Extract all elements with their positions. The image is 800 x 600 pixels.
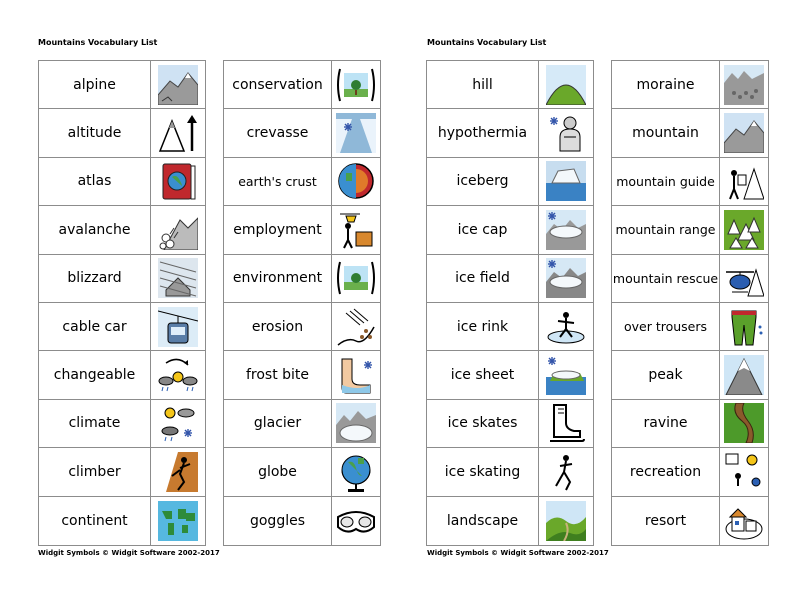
vocab-row [39, 351, 205, 399]
vocab-word: over trousers [612, 303, 720, 350]
vocab-word: continent [39, 497, 151, 545]
vocab-row [612, 497, 768, 545]
vocab-word: employment [224, 206, 332, 253]
atlas-book-icon [151, 158, 205, 205]
vocab-word: crevasse [224, 109, 332, 156]
vocab-word: landscape [427, 497, 539, 545]
vocab-row [427, 400, 593, 448]
globe-icon [332, 448, 380, 495]
left-page-title: Mountains Vocabulary List [38, 38, 158, 47]
vocab-word: atlas [39, 158, 151, 205]
right-footer: Widgit Symbols © Widgit Software 2002-2017 [427, 549, 609, 557]
vocab-row [427, 448, 593, 496]
vocab-word: ice rink [427, 303, 539, 350]
vocab-word: iceberg [427, 158, 539, 205]
vocab-row [224, 255, 380, 303]
vocab-word: ice cap [427, 206, 539, 253]
vocab-row [224, 497, 380, 545]
hypothermia-icon [539, 109, 593, 156]
erosion-icon [332, 303, 380, 350]
iceberg-icon [539, 158, 593, 205]
vocab-row [612, 158, 768, 206]
mountain-rescue-icon [720, 255, 768, 302]
vocab-word: ice field [427, 255, 539, 302]
vocab-row [612, 61, 768, 109]
vocab-word: recreation [612, 448, 720, 495]
ice-field-icon [539, 255, 593, 302]
vocab-row [224, 400, 380, 448]
mountain-range-icon [720, 206, 768, 253]
vocab-row [612, 206, 768, 254]
avalanche-icon [151, 206, 205, 253]
ice-sheet-icon [539, 351, 593, 398]
vocab-word: alpine [39, 61, 151, 108]
climate-icon [151, 400, 205, 447]
vocab-word: blizzard [39, 255, 151, 302]
ravine-icon [720, 400, 768, 447]
vocab-word: mountain guide [612, 158, 720, 205]
over-trousers-icon [720, 303, 768, 350]
vocab-row [427, 255, 593, 303]
vocab-word: erosion [224, 303, 332, 350]
earth-crust-icon [332, 158, 380, 205]
vocab-row [612, 400, 768, 448]
vocab-row [224, 109, 380, 157]
vocab-row [427, 303, 593, 351]
vocab-word: globe [224, 448, 332, 495]
vocab-row [224, 158, 380, 206]
vocab-row [427, 61, 593, 109]
vocab-word: moraine [612, 61, 720, 108]
vocab-word: mountain range [612, 206, 720, 253]
vocab-word: resort [612, 497, 720, 545]
crevasse-icon [332, 109, 380, 156]
vocab-word: changeable [39, 351, 151, 398]
vocab-word: cable car [39, 303, 151, 350]
cable-car-icon [151, 303, 205, 350]
vocab-row [224, 351, 380, 399]
altitude-arrow-icon [151, 109, 205, 156]
vocab-word: earth's crust [224, 158, 332, 205]
ice-skates-icon [539, 400, 593, 447]
right-page-title: Mountains Vocabulary List [427, 38, 547, 47]
vocab-row [39, 158, 205, 206]
vocab-row [612, 448, 768, 496]
vocab-row [427, 497, 593, 545]
ice-rink-icon [539, 303, 593, 350]
vocab-row [224, 61, 380, 109]
alpine-mountain-icon [151, 61, 205, 108]
vocab-row [39, 400, 205, 448]
vocab-row [39, 61, 205, 109]
vocab-word: ice skates [427, 400, 539, 447]
vocab-row [39, 109, 205, 157]
vocab-row [39, 497, 205, 545]
vocab-table-3 [426, 60, 594, 546]
vocab-word: ice skating [427, 448, 539, 495]
glacier-icon [332, 400, 380, 447]
vocab-word: peak [612, 351, 720, 398]
peak-icon [720, 351, 768, 398]
vocab-row [612, 255, 768, 303]
blizzard-icon [151, 255, 205, 302]
vocab-word: climber [39, 448, 151, 495]
recreation-icon [720, 448, 768, 495]
vocab-row [224, 206, 380, 254]
climber-icon [151, 448, 205, 495]
hill-icon [539, 61, 593, 108]
vocab-word: hypothermia [427, 109, 539, 156]
vocab-word: mountain [612, 109, 720, 156]
mountain-icon [720, 109, 768, 156]
goggles-icon [332, 497, 380, 545]
frost-bite-icon [332, 351, 380, 398]
vocab-row [612, 109, 768, 157]
vocab-word: ravine [612, 400, 720, 447]
vocab-row [39, 303, 205, 351]
vocab-row [612, 351, 768, 399]
vocab-row [224, 448, 380, 496]
world-map-icon [151, 497, 205, 545]
vocab-word: climate [39, 400, 151, 447]
vocab-table-4 [611, 60, 769, 546]
vocab-table-1 [38, 60, 206, 546]
environment-icon [332, 255, 380, 302]
vocab-table-2 [223, 60, 381, 546]
vocab-row [427, 158, 593, 206]
ice-skating-icon [539, 448, 593, 495]
resort-icon [720, 497, 768, 545]
vocab-word: goggles [224, 497, 332, 545]
vocab-row [224, 303, 380, 351]
vocab-word: avalanche [39, 206, 151, 253]
vocab-word: altitude [39, 109, 151, 156]
mountain-guide-icon [720, 158, 768, 205]
ice-cap-icon [539, 206, 593, 253]
vocab-row [427, 351, 593, 399]
vocab-row [39, 255, 205, 303]
changeable-weather-icon [151, 351, 205, 398]
vocab-word: mountain rescue [612, 255, 720, 302]
employment-icon [332, 206, 380, 253]
vocab-word: hill [427, 61, 539, 108]
vocab-row [427, 206, 593, 254]
moraine-icon [720, 61, 768, 108]
vocab-row [39, 448, 205, 496]
vocab-row [39, 206, 205, 254]
vocab-row [612, 303, 768, 351]
vocab-word: conservation [224, 61, 332, 108]
left-footer: Widgit Symbols © Widgit Software 2002-2017 [38, 549, 220, 557]
vocab-word: glacier [224, 400, 332, 447]
vocab-row [427, 109, 593, 157]
vocab-word: environment [224, 255, 332, 302]
conservation-icon [332, 61, 380, 108]
landscape-icon [539, 497, 593, 545]
vocab-word: ice sheet [427, 351, 539, 398]
vocab-word: frost bite [224, 351, 332, 398]
